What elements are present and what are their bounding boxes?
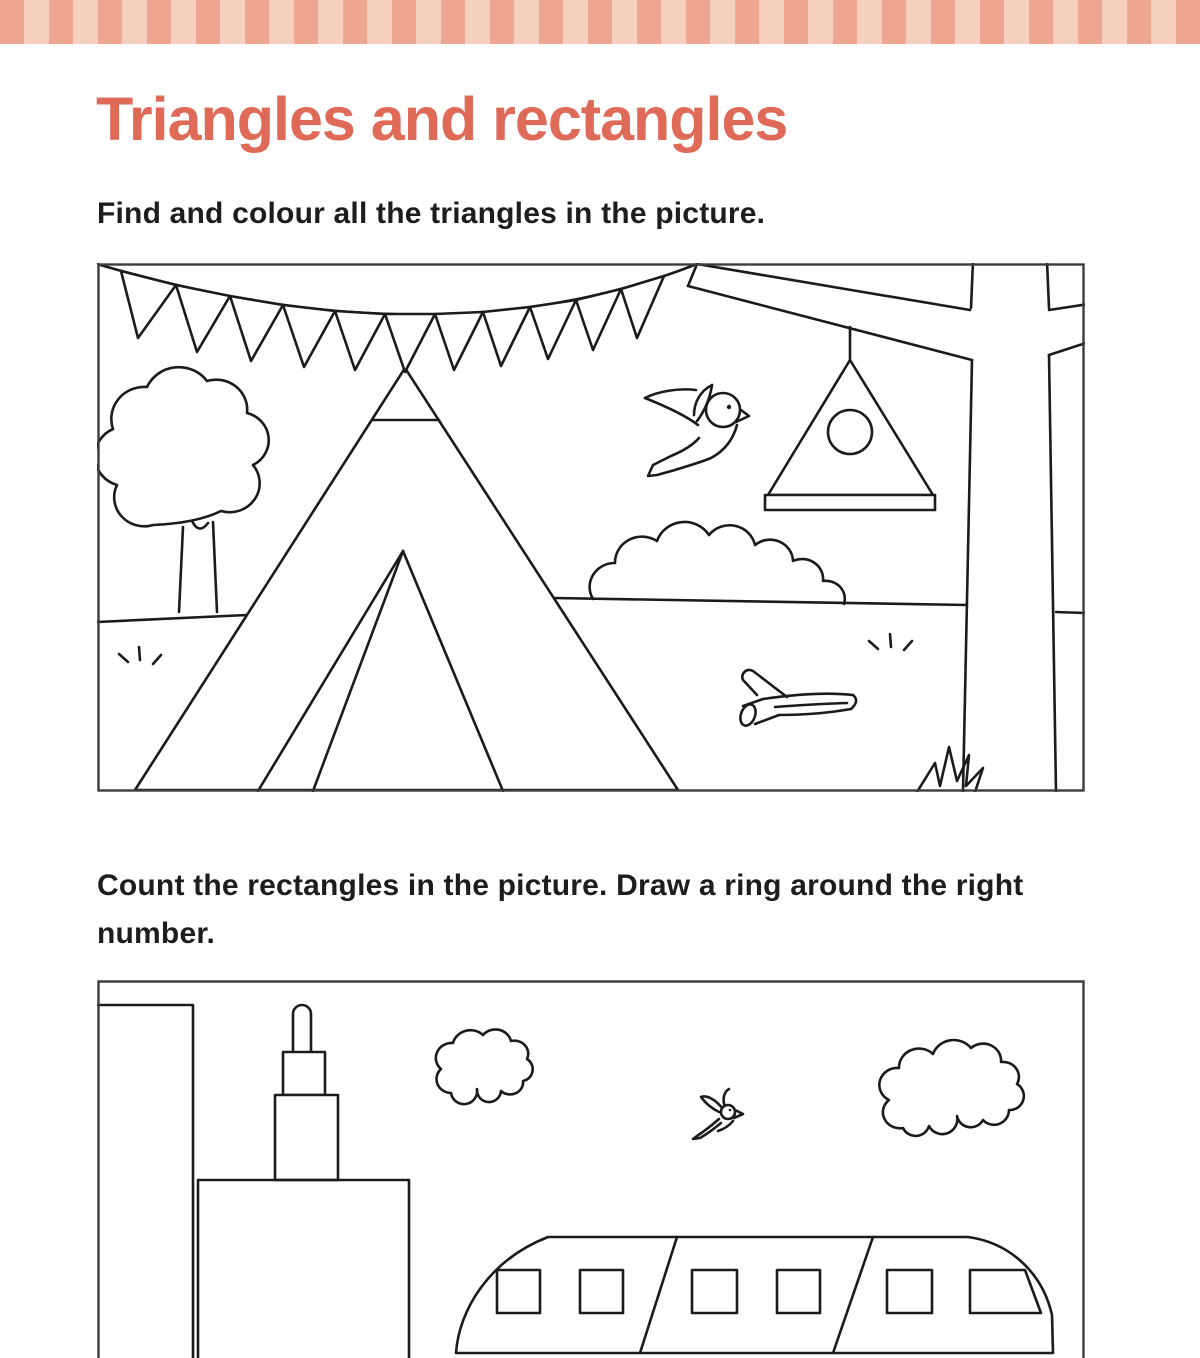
twig-stick	[738, 670, 856, 728]
bush	[590, 522, 845, 604]
decorative-stripe-banner	[0, 0, 1200, 44]
small-bird-icon	[693, 1089, 743, 1139]
train-window	[887, 1270, 932, 1313]
chimney-tower	[275, 1005, 338, 1180]
picture-campsite	[97, 263, 1085, 792]
train-window	[777, 1270, 820, 1313]
hanging-birdhouse	[765, 327, 935, 510]
grass-tuft	[917, 747, 983, 792]
task2-instruction: Count the rectangles in the picture. Draw a ring around the right number.	[97, 869, 1024, 950]
train-window	[580, 1270, 623, 1313]
page-title: Triangles and rectangles	[96, 85, 788, 153]
large-cloud	[879, 1040, 1024, 1136]
low-building	[198, 1180, 409, 1358]
tree	[97, 367, 269, 612]
task1-instruction: Find and colour all the triangles in the picture.	[97, 197, 766, 230]
train	[456, 1237, 1053, 1353]
campsite-drawing	[97, 263, 1085, 792]
flying-bird-icon	[645, 385, 749, 476]
bunting-flags	[97, 264, 697, 372]
small-cloud	[436, 1029, 533, 1104]
tall-building	[98, 1005, 193, 1358]
train-window	[692, 1270, 737, 1313]
train-window	[497, 1270, 540, 1313]
city-train-drawing	[97, 980, 1085, 1358]
picture-city-train	[97, 980, 1085, 1358]
